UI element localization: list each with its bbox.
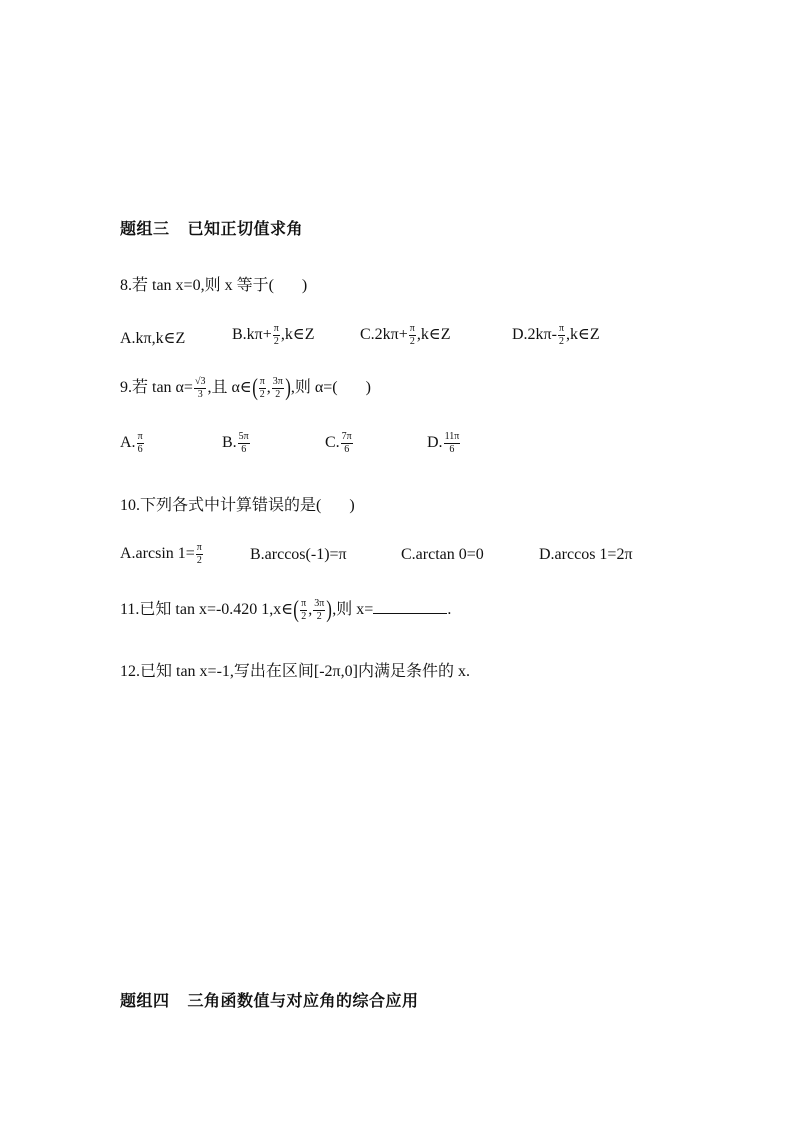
question-stem: 11.已知 tan x=-0.420 1,x∈ (120, 601, 294, 618)
fraction: $\frac{\pi}{2}$ (273, 323, 279, 347)
fraction: $\frac{\pi}{2}$ (558, 323, 565, 347)
q8-option-b: B.kπ+ $\frac{\pi}{2}$ ,k∈Z (232, 323, 315, 347)
q10-option-b: B.arccos(-1)=π (250, 546, 347, 563)
fraction: $\frac{\pi}{2}$ (196, 542, 202, 566)
answer-blank[interactable] (373, 600, 447, 614)
q10-option-d: D.arccos 1=2π (539, 546, 633, 563)
answer-bracket-close: ) (301, 277, 308, 294)
fraction: $\frac{5\pi}{6}$ (238, 431, 249, 455)
q9-option-c: C. $\frac{7\pi}{6}$ (325, 431, 352, 455)
q9-option-b: B. $\frac{5\pi}{6}$ (222, 431, 249, 455)
q8-option-a: A.kπ,k∈Z (120, 330, 186, 347)
group-title: 已知正切值求角 (187, 219, 304, 238)
question-10: 10.下列各式中计算错误的是( ) (120, 497, 355, 514)
question-8 (120, 272, 307, 295)
question-9: 9.若 tan α= $\frac{√3}{3}$ ,且 α∈( $\frac{\pi}{2}$ , $\frac{3\pi}{2}$ ),则 α=( ) (120, 375, 371, 402)
fraction: $\frac{7\pi}{6}$ (341, 431, 352, 455)
fraction: $\frac{\pi}{2}$ (409, 323, 415, 347)
question-stem: 10.下列各式中计算错误的是( (120, 497, 322, 514)
section-heading-group3 (120, 216, 303, 239)
q8-option-d: D.2kπ- $\frac{\pi}{2}$ ,k∈Z (512, 323, 600, 347)
fraction: $\frac{\pi}{2}$ (259, 375, 265, 400)
fraction: $\frac{3\pi}{2}$ (314, 597, 325, 622)
group-title: 三角函数值与对应角的综合应用 (187, 991, 419, 1010)
question-stem: 9.若 tan α= (120, 379, 193, 396)
question-12 (120, 658, 470, 681)
question-11: 11.已知 tan x=-0.420 1,x∈( $\frac{\pi}{2}$ , $\frac{3\pi}{2}$ ),则 x= . (120, 597, 452, 624)
q9-option-a: A. $\frac{\pi}{6}$ (120, 431, 143, 455)
q10-option-c: C.arctan 0=0 (401, 546, 484, 563)
q9-option-d: D. $\frac{11\pi}{6}$ (427, 431, 460, 455)
fraction: $\frac{3\pi}{2}$ (272, 375, 283, 400)
group-label: 题组四 (120, 991, 170, 1010)
question-stem: 12.已知 tan x=-1,写出在区间[-2π,0]内满足条件的 x. (120, 663, 470, 680)
q10-option-a: A.arcsin 1= $\frac{\pi}{2}$ (120, 542, 202, 566)
section-heading-group4 (120, 988, 419, 1011)
fraction: $\frac{11\pi}{6}$ (444, 431, 460, 455)
fraction: $\frac{\pi}{2}$ (301, 597, 307, 622)
fraction: $\frac{\pi}{6}$ (137, 431, 143, 455)
q8-option-c: C.2kπ+ $\frac{\pi}{2}$ ,k∈Z (360, 323, 451, 347)
fraction: $\frac{√3}{3}$ (194, 375, 206, 400)
question-stem: 8.若 tan x=0,则 x 等于( (120, 277, 274, 294)
group-label: 题组三 (120, 219, 170, 238)
